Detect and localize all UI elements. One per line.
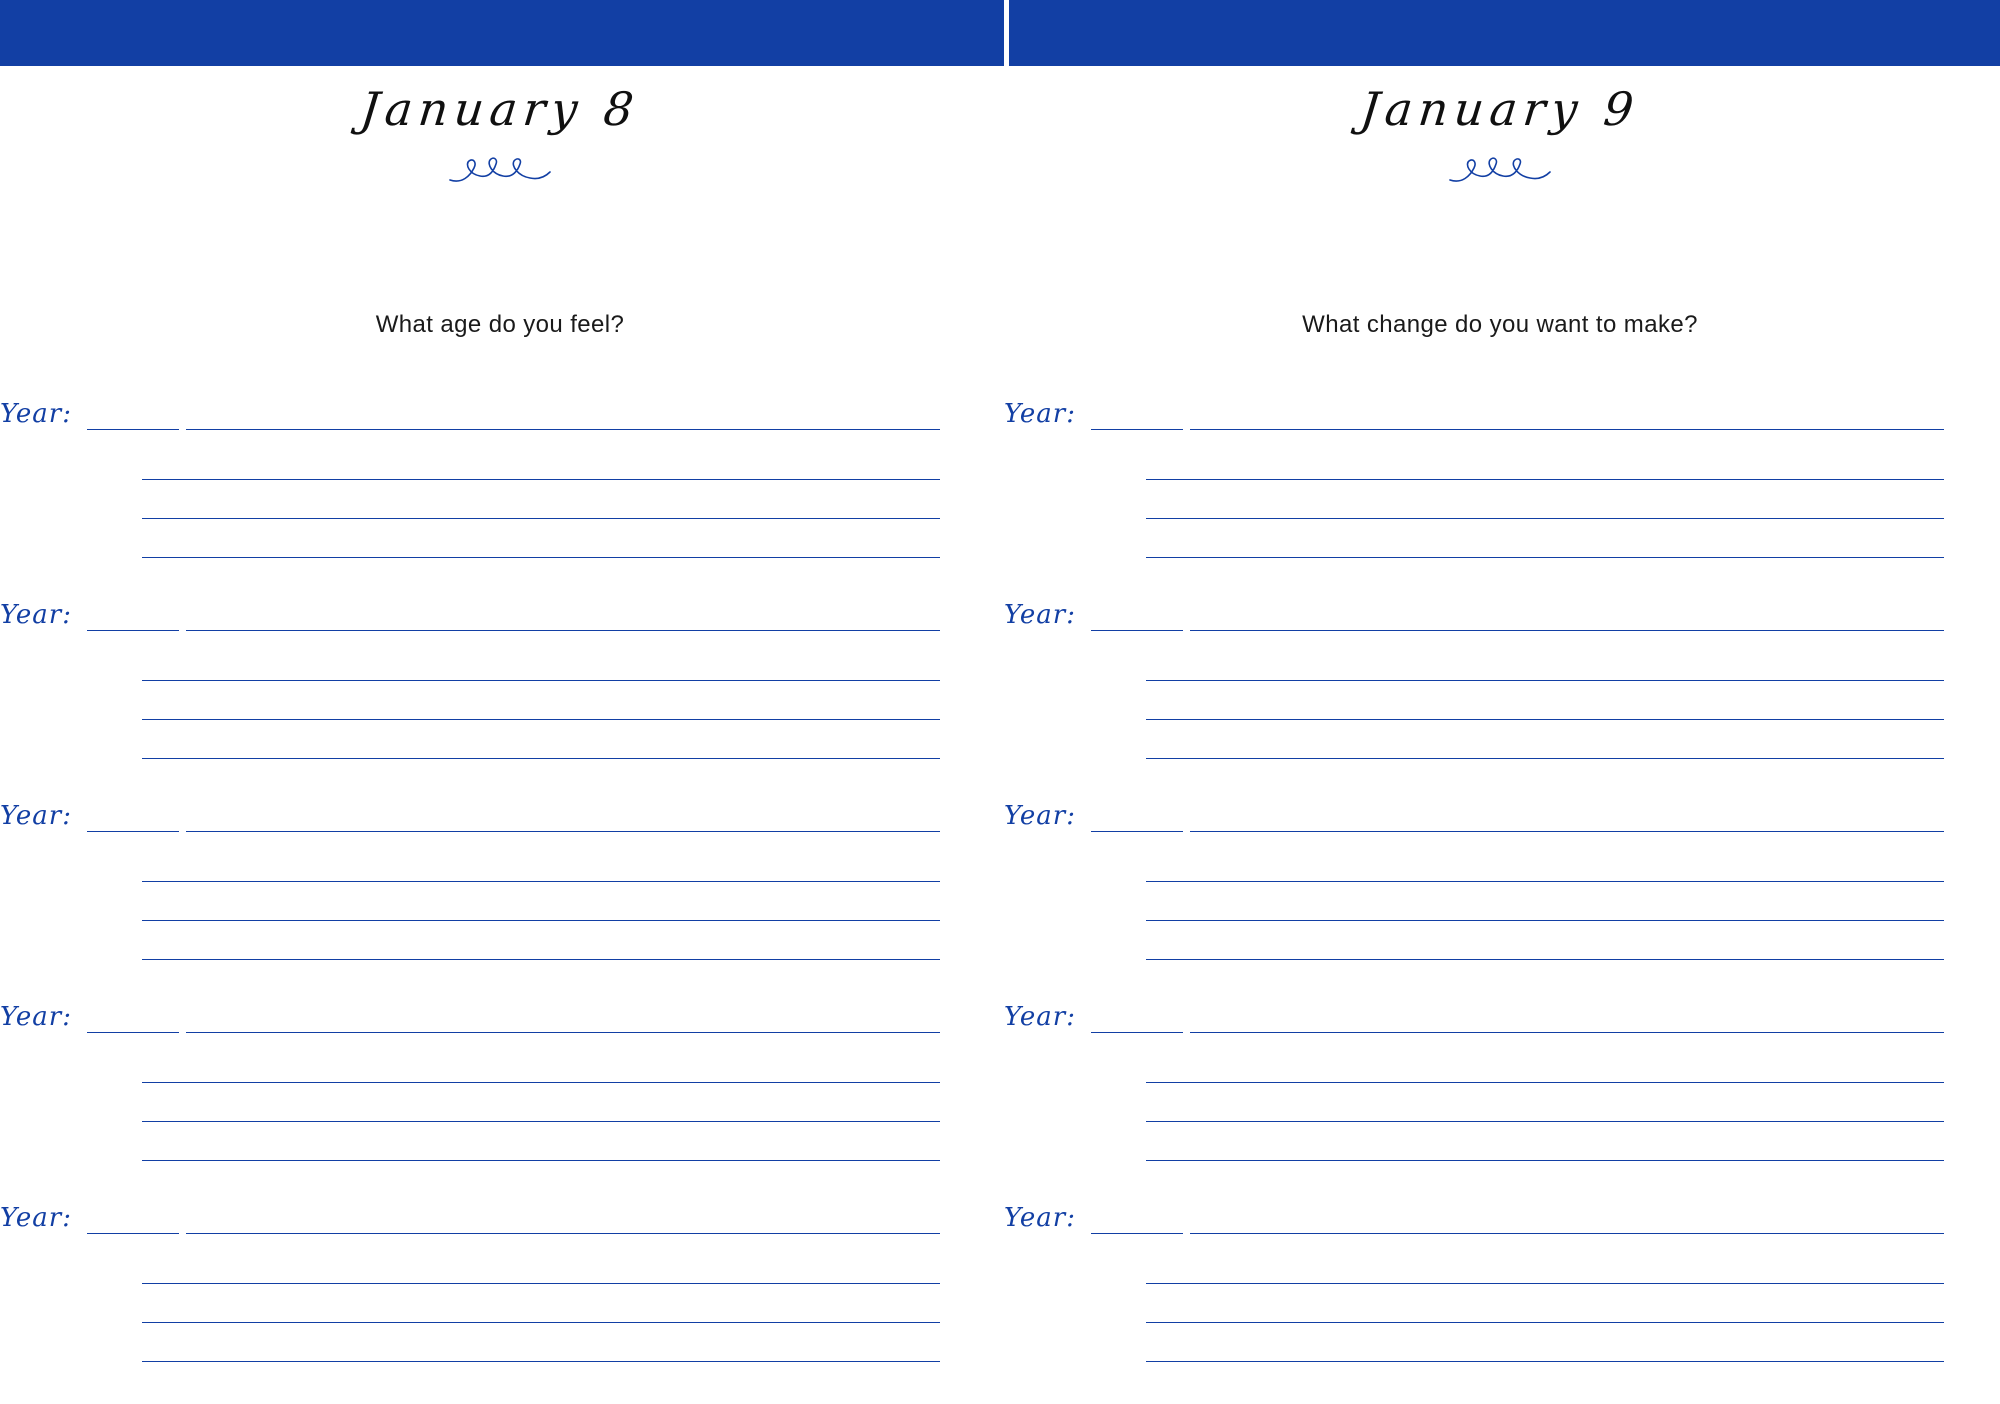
entry-header	[0, 600, 940, 642]
writing-line[interactable]	[1146, 1284, 1944, 1323]
writing-line[interactable]	[1146, 519, 1944, 558]
page-title: January 8	[357, 82, 643, 136]
writing-line[interactable]	[1190, 831, 1944, 832]
journal-entry[interactable]	[0, 1203, 1000, 1362]
entry-header	[1004, 1203, 1944, 1245]
year-label: Year:	[1004, 600, 1076, 630]
writing-line[interactable]	[186, 831, 940, 832]
journal-entry[interactable]	[0, 1002, 1000, 1161]
page-title: January 9	[1357, 82, 1643, 136]
journal-entry[interactable]	[0, 600, 1000, 759]
page-right	[1000, 66, 2000, 1400]
entry-header	[0, 801, 940, 843]
header-bar	[0, 0, 2000, 66]
header-bar-right	[1009, 0, 2000, 66]
journal-entry[interactable]	[1000, 1002, 2000, 1161]
year-label: Year:	[0, 600, 72, 630]
writing-line[interactable]	[142, 921, 940, 960]
journal-entry[interactable]	[1000, 801, 2000, 960]
writing-line[interactable]	[142, 441, 940, 480]
year-input-blank[interactable]	[1091, 831, 1183, 832]
entry-header	[1004, 600, 1944, 642]
writing-line[interactable]	[1190, 1233, 1944, 1234]
writing-line[interactable]	[1190, 429, 1944, 430]
writing-line[interactable]	[1146, 1044, 1944, 1083]
writing-line[interactable]	[142, 1284, 940, 1323]
writing-line[interactable]	[142, 642, 940, 681]
entry-header	[1004, 399, 1944, 441]
writing-line[interactable]	[142, 681, 940, 720]
writing-line[interactable]	[142, 1044, 940, 1083]
year-input-blank[interactable]	[1091, 1032, 1183, 1033]
year-label: Year:	[1004, 1203, 1076, 1233]
journal-prompt: What age do you feel?	[375, 311, 625, 338]
writing-line[interactable]	[1190, 630, 1944, 631]
writing-line[interactable]	[1146, 720, 1944, 759]
year-label: Year:	[1004, 399, 1076, 429]
writing-line[interactable]	[1146, 921, 1944, 960]
journal-entry[interactable]	[1000, 399, 2000, 558]
year-input-blank[interactable]	[87, 429, 179, 430]
entry-header	[1004, 1002, 1944, 1044]
journal-entry[interactable]	[1000, 600, 2000, 759]
writing-line[interactable]	[142, 1245, 940, 1284]
writing-line[interactable]	[1146, 1245, 1944, 1284]
writing-line[interactable]	[1146, 480, 1944, 519]
entry-list-left	[0, 399, 1000, 1404]
writing-line[interactable]	[1146, 441, 1944, 480]
entry-header	[0, 1002, 940, 1044]
year-label: Year:	[0, 801, 72, 831]
writing-line[interactable]	[186, 1233, 940, 1234]
writing-line[interactable]	[1190, 1032, 1944, 1033]
year-label: Year:	[0, 399, 72, 429]
writing-line[interactable]	[142, 480, 940, 519]
ornamental-swirl-icon	[0, 154, 1000, 194]
year-label: Year:	[0, 1002, 72, 1032]
year-input-blank[interactable]	[87, 1233, 179, 1234]
year-label: Year:	[1004, 801, 1076, 831]
writing-line[interactable]	[1146, 843, 1944, 882]
writing-line[interactable]	[142, 519, 940, 558]
year-input-blank[interactable]	[1091, 630, 1183, 631]
year-input-blank[interactable]	[87, 831, 179, 832]
writing-line[interactable]	[186, 1032, 940, 1033]
writing-line[interactable]	[186, 630, 940, 631]
entry-header	[0, 1203, 940, 1245]
journal-entry[interactable]	[0, 801, 1000, 960]
writing-line[interactable]	[1146, 1083, 1944, 1122]
year-input-blank[interactable]	[1091, 1233, 1183, 1234]
entry-list-right	[1000, 399, 2000, 1404]
journal-entry[interactable]	[1000, 1203, 2000, 1362]
writing-line[interactable]	[142, 1323, 940, 1362]
header-bar-left	[0, 0, 1004, 66]
year-label: Year:	[0, 1203, 72, 1233]
journal-entry[interactable]	[0, 399, 1000, 558]
year-input-blank[interactable]	[87, 630, 179, 631]
writing-line[interactable]	[1146, 1323, 1944, 1362]
ornamental-swirl-icon	[1000, 154, 2000, 194]
year-label: Year:	[1004, 1002, 1076, 1032]
journal-prompt: What change do you want to make?	[1302, 311, 1698, 338]
writing-line[interactable]	[142, 1083, 940, 1122]
writing-line[interactable]	[186, 429, 940, 430]
page-left	[0, 66, 1000, 1400]
writing-line[interactable]	[142, 1122, 940, 1161]
entry-header	[0, 399, 940, 441]
writing-line[interactable]	[1146, 642, 1944, 681]
writing-line[interactable]	[1146, 681, 1944, 720]
entry-header	[1004, 801, 1944, 843]
year-input-blank[interactable]	[1091, 429, 1183, 430]
page-spread	[0, 66, 2000, 1400]
writing-line[interactable]	[142, 882, 940, 921]
year-input-blank[interactable]	[87, 1032, 179, 1033]
writing-line[interactable]	[142, 843, 940, 882]
writing-line[interactable]	[1146, 1122, 1944, 1161]
writing-line[interactable]	[142, 720, 940, 759]
writing-line[interactable]	[1146, 882, 1944, 921]
